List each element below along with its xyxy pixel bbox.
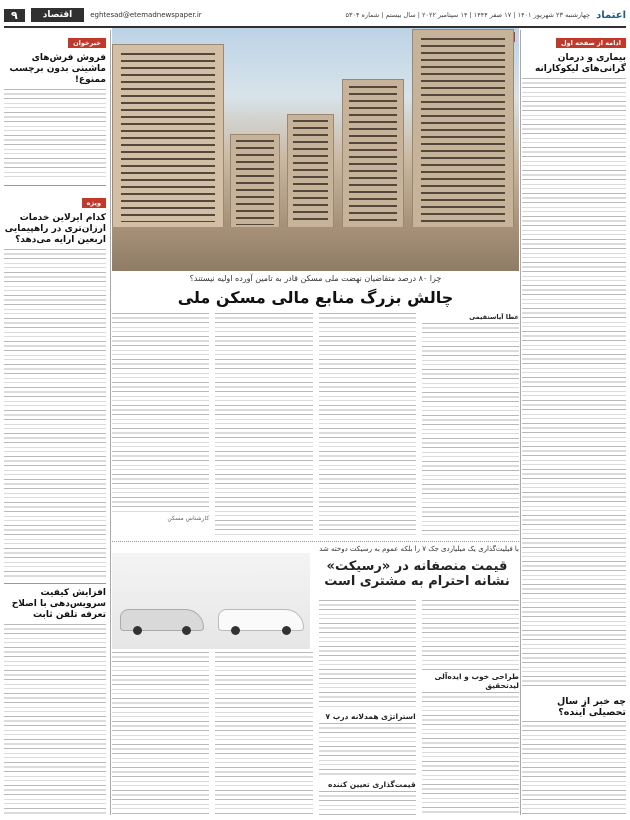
left-label-2: ویژه — [82, 198, 106, 208]
right-column-bottom-body — [522, 721, 626, 815]
building-4 — [112, 44, 224, 231]
left-label-1: خبرخوان — [68, 38, 106, 48]
housing-photo — [112, 28, 519, 271]
main-caption: کارشناس مسکن — [167, 515, 210, 522]
car-title: قیمت منصفانه در «رسیکت» — [326, 559, 508, 574]
page-number: ۹ — [4, 9, 25, 22]
left-title-3: افزایش کیفیت سرویس‌دهی با اصلاح تعرفه تلفن ثابت — [11, 588, 106, 620]
main-article-col-1 — [422, 313, 519, 538]
right-column-title: بیماری و درمان گرانی‌های لیکوکارانه — [534, 53, 626, 74]
building-2 — [342, 79, 404, 231]
car-subhead-1: طراحی خوب و ایده‌آلی لیدتحقیق — [434, 672, 519, 690]
column-divider-left — [110, 30, 111, 815]
newspaper-logo: اعتماد — [596, 9, 626, 21]
main-article-body — [112, 313, 519, 538]
car-article-head — [315, 545, 519, 589]
main-article-col-4 — [112, 313, 209, 538]
section-title: اقتصاد — [31, 8, 85, 22]
building-5 — [230, 134, 280, 231]
building-3 — [287, 114, 334, 231]
date-line: چهارشنبه ۲۳ شهریور ۱۴۰۱ | ۱۷ صفر ۱۴۴۴ | ۱۴ سپتامبر ۲۰۲۲ | سال بیستم | شماره ۵۳۰۴ — [345, 11, 591, 19]
left-title-2: کدام ایرلاین خدمات ارزان‌تری در راهپیمایی اربعین ارایه می‌دهد؟ — [4, 213, 106, 245]
car-article-col-2 — [319, 600, 416, 815]
main-article-col-3 — [215, 313, 312, 538]
car-supertitle: با فیلیت‌گذاری یک میلیاردی جک ۷ را بلکه عموم به رسیکت دوخته شد — [319, 545, 519, 553]
car-article-col-4 — [112, 600, 209, 815]
section-email[interactable]: eghtesad@etemadnewspaper.ir — [90, 11, 202, 19]
car-subtitle: نشانه احترام به مشتری است — [324, 574, 510, 589]
main-title: چالش بزرگ منابع مالی مسکن ملی — [177, 288, 454, 307]
photo-ground — [112, 227, 519, 271]
car-article-body — [112, 600, 519, 815]
left-column — [4, 30, 106, 815]
section-divider — [112, 541, 519, 542]
car-subhead-2: استراتژی همدلانه درب ۷ — [325, 712, 416, 721]
car-subhead-3: قیمت‌گذاری تعیین کننده — [327, 780, 416, 789]
page-header — [4, 6, 626, 24]
right-column-bottom-title: چه خبر از سال تحصیلی آینده؟ — [556, 696, 626, 718]
column-divider-right — [520, 30, 521, 815]
main-author: عطا آیاستقیمی — [469, 313, 519, 321]
main-article-col-2 — [319, 313, 416, 538]
building-1 — [412, 29, 514, 231]
main-supertitle: چرا ۸۰ درصد متقاضیان نهضت ملی مسکن قادر به تامین آورده اولیه نیستند؟ — [189, 274, 442, 283]
car-article-col-3 — [215, 600, 312, 815]
right-column-body — [522, 78, 626, 688]
left-title-1: فروش فرش‌های ماشینی بدون برچسب ممنوع! — [9, 53, 106, 85]
right-column — [522, 30, 626, 815]
car-article-col-1 — [422, 600, 519, 815]
right-column-label: ادامه از صفحه اول — [556, 38, 626, 48]
